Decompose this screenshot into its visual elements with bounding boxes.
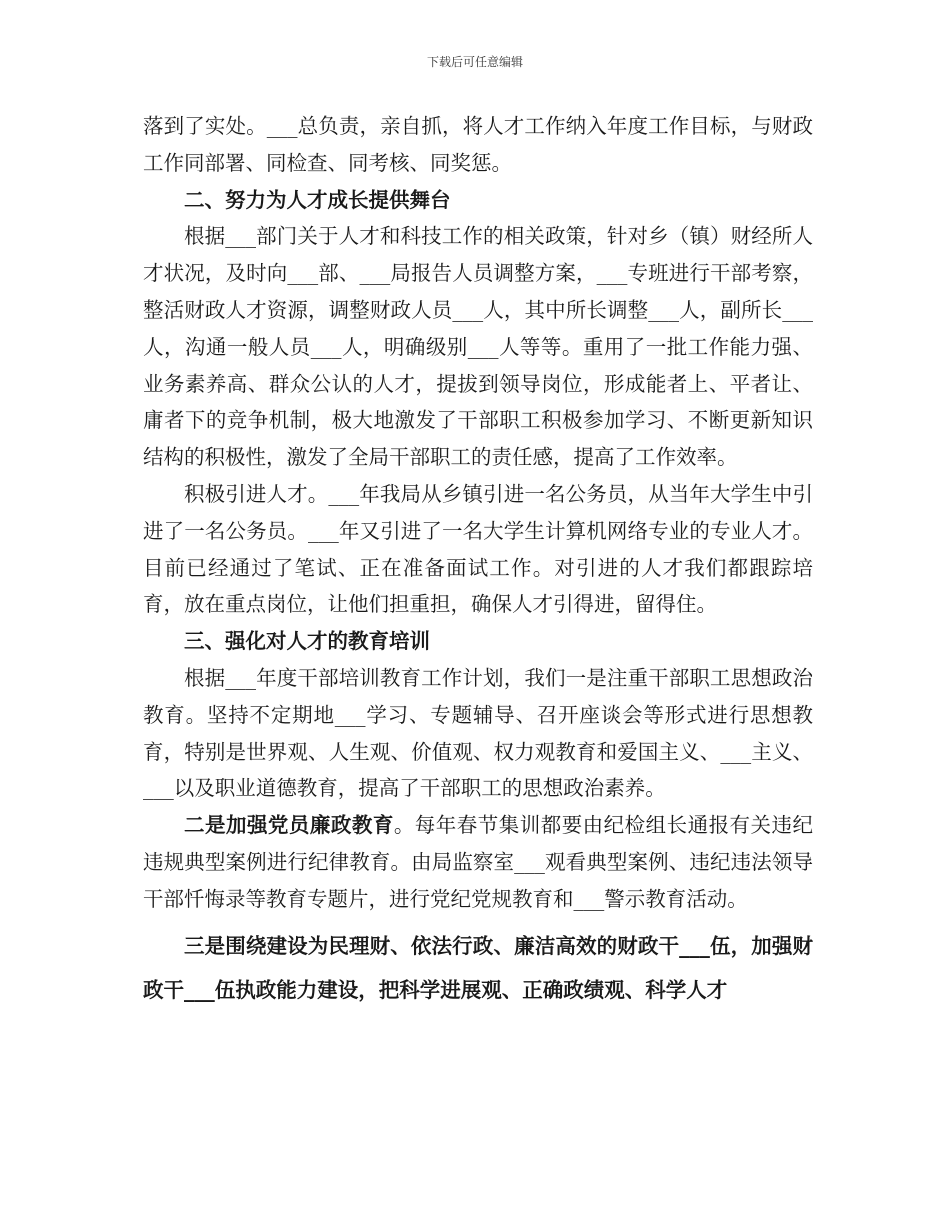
section-heading-2: 二、努力为人才成长提供舞台 [184, 187, 451, 212]
paragraph-talent-intro: 积极引进人才。___年我局从乡镇引进一名公务员，从当年大学生中引进了一名公务员。___年又引进了一名大学生计算机网络专业的专业人才。目前已经通过了笔试、正在准备面试工作。对引进的人才我们都跟踪培育，放在重点岗位，让他们担重担，确保人才引得进，留得住。 [143, 481, 813, 617]
paragraph-integrity [143, 807, 813, 917]
section-heading-3: 三、强化对人才的教育培训 [184, 629, 430, 654]
paragraph-stage: 根据___部门关于人才和科技工作的相关政策，针对乡（镇）财经所人才状况，及时向___部、___局报告人员调整方案，___专班进行干部考察，整活财政人才资源，调整财政人员___人，其中所长调整___人，副所长___人，沟通一般人员___人，明确级别___人等等。重用了一批工作能力强、业务素养高、群众公认的人才，提拔到领导岗位，形成能者上、平者让、庸者下的竞争机制，极大地激发了干部职工积极参加学习、不断更新知识结构的积极性，激发了全局干部职工的责任感，提高了工作效率。 [143, 224, 813, 470]
paragraph-training: 根据___年度干部培训教育工作计划，我们一是注重干部职工思想政治教育。坚持不定期地___学习、专题辅导、召开座谈会等形式进行思想教育，特别是世界观、人生观、价值观、权力观教育和爱国主义、___主义、___以及职业道德教育，提高了干部职工的思想政治素养。 [143, 665, 813, 801]
paragraph-integrity-lead: 二是加强党员廉政教育 [184, 813, 394, 838]
paragraph-capacity-building: 三是围绕建设为民理财、依法行政、廉洁高效的财政干___伍，加强财政干___伍执政能力建设，把科学进展观、正确政绩观、科学人才 [143, 933, 813, 1002]
paragraph-continuation: 落到了实处。___总负责，亲自抓，将人才工作纳入年度工作目标，与财政工作同部署、同检查、同考核、同奖惩。 [143, 114, 813, 175]
document-body [143, 108, 813, 1012]
page-header-note: 下载后可任意编辑 [426, 55, 523, 69]
paragraph-integrity-rest: 。每年春节集训都要由纪检组长通报有关违纪违规典型案例进行纪律教育。由局监察室___观看典型案例、违纪违法领导干部忏悔录等教育专题片，进行党纪党规教育和___警示教育活动。 [143, 813, 813, 911]
